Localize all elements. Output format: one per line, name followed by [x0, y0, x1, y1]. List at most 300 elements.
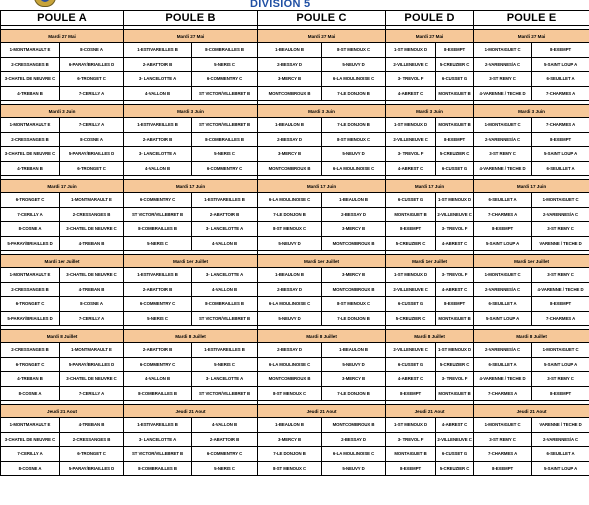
- home-team: 5-NEUVY D: [258, 236, 322, 251]
- home-team: 1-ESTIVAREILLES B: [124, 43, 192, 58]
- home-team: 3-ST REMY C: [474, 147, 532, 162]
- away-team: 5-CREUZIER C: [436, 461, 474, 476]
- away-team: 8-COMBRAILLES B: [192, 43, 258, 58]
- away-team: 1-ESTIVAREILLES B: [192, 193, 258, 208]
- away-team: 4-TREBAN B: [60, 236, 124, 251]
- away-team: 1-MONTMARAULT E: [60, 193, 124, 208]
- home-team: 5-SAINT LOUP A: [474, 311, 532, 326]
- away-team: 8-EXEMPT: [532, 297, 589, 312]
- home-team: 2-VILLENEUVE C: [386, 132, 436, 147]
- away-team: 2-BESSAY D: [322, 432, 386, 447]
- match-row: [1, 372, 589, 387]
- away-team: 5-PARAY/BRIAILLES D: [60, 461, 124, 476]
- away-team: 8-EXEMPT: [532, 132, 589, 147]
- home-team: 7-CERILLY A: [1, 447, 60, 462]
- away-team: 5-NEUVY D: [322, 147, 386, 162]
- home-team: 8-EXEMPT: [474, 461, 532, 476]
- away-team: 8-EXEMPT: [436, 132, 474, 147]
- match-row: [1, 268, 589, 283]
- away-team: 4-VALLON B: [192, 282, 258, 297]
- home-team: 1-BEAULON B: [258, 43, 322, 58]
- match-row: [1, 386, 589, 401]
- away-team: 6-TRONGET C: [60, 72, 124, 87]
- home-team: 8-COSNE A: [1, 461, 60, 476]
- home-team: 3- LANCELOTTE A: [124, 72, 192, 87]
- home-team: 4-ABREST C: [386, 372, 436, 387]
- round-date: Mardi 27 Mai: [1, 30, 124, 43]
- away-team: 5-CREUZIER C: [436, 357, 474, 372]
- home-team: 1-MONTAIGUET C: [474, 118, 532, 133]
- home-team: 7-CERILLY A: [1, 207, 60, 222]
- home-team: 4-ABREST C: [386, 161, 436, 176]
- away-team: 7-CERILLY A: [60, 86, 124, 101]
- away-team: 6-CUSSET G: [436, 161, 474, 176]
- home-team: 1-ST MENOUX D: [386, 268, 436, 283]
- away-team: 3- TREVOL F: [436, 222, 474, 237]
- home-team: 7-CHARMES A: [474, 447, 532, 462]
- match-row: [1, 222, 589, 237]
- away-team: ST VICTOR/VILLEBRET B: [192, 118, 258, 133]
- round-date: Mardi 1er Juillet: [258, 255, 386, 268]
- home-team: 3- LANCELOTTE A: [124, 147, 192, 162]
- away-team: 5-NERIS C: [192, 147, 258, 162]
- away-team: 4-TREBAN B: [60, 282, 124, 297]
- away-team: 7-CERILLY A: [60, 118, 124, 133]
- away-team: 3-CHATEL DE NEUVRE C: [60, 222, 124, 237]
- away-team: MONTAIGUET B: [436, 386, 474, 401]
- poule-title: POULE B: [124, 11, 258, 26]
- away-team: 8-ST MENOUX C: [322, 132, 386, 147]
- home-team: 5-CREUZIER C: [386, 236, 436, 251]
- home-team: 4-TREBAN B: [1, 86, 60, 101]
- home-team: 8-COSNE A: [1, 222, 60, 237]
- away-team: 5-CREUZIER C: [436, 147, 474, 162]
- away-team: 3- LANCELOTTE A: [192, 372, 258, 387]
- home-team: 6-TRONGET C: [1, 193, 60, 208]
- away-team: 5-NEUVY D: [322, 357, 386, 372]
- home-team: 3-CHATEL DE NEUVRE C: [1, 72, 60, 87]
- home-team: 7-LE DONJON B: [258, 447, 322, 462]
- away-team: 6-SEUILLET A: [532, 447, 589, 462]
- home-team: 2-BESSAY D: [258, 132, 322, 147]
- home-team: 5-NERIS C: [124, 311, 192, 326]
- round-date: Jeudi 21 Aout: [386, 405, 474, 418]
- away-team: 2-VARENNES/A C: [532, 432, 589, 447]
- match-row: [1, 297, 589, 312]
- away-team: 2-VILLENEUVE C: [436, 432, 474, 447]
- home-team: 6-TRONGET C: [1, 357, 60, 372]
- away-team: 6-SEUILLET A: [532, 161, 589, 176]
- away-team: 2-ABATTOIR B: [192, 432, 258, 447]
- away-team: 7-CERILLY A: [60, 311, 124, 326]
- away-team: 7-LE DONJON B: [322, 86, 386, 101]
- round-date: Mardi 27 Mai: [474, 30, 589, 43]
- round-date: Jeudi 21 Aout: [258, 405, 386, 418]
- match-row: [1, 57, 589, 72]
- away-team: 6-CUSSET G: [436, 72, 474, 87]
- home-team: 3- LANCELOTTE A: [124, 432, 192, 447]
- away-team: 1-MONTMARAULT E: [60, 343, 124, 358]
- round-date: Mardi 17 Juin: [124, 180, 258, 193]
- home-team: 3-MERCY B: [258, 72, 322, 87]
- away-team: ST VICTOR/VILLEBRET B: [192, 386, 258, 401]
- round-date: Mardi 3 Juin: [386, 105, 474, 118]
- away-team: 3-CHATEL DE NEUVRE C: [60, 372, 124, 387]
- away-team: MONTAIGUET B: [436, 118, 474, 133]
- home-team: 6-COMMENTRY C: [124, 193, 192, 208]
- home-team: 4-VALLON B: [124, 86, 192, 101]
- home-team: 2-VARENNES/A C: [474, 282, 532, 297]
- away-team: 5-NEUVY D: [322, 461, 386, 476]
- away-team: 7-LE DONJON B: [322, 118, 386, 133]
- match-row: [1, 86, 589, 101]
- away-team: 8-COSNE A: [60, 132, 124, 147]
- away-team: 3-ST REMY C: [532, 222, 589, 237]
- match-row: [1, 161, 589, 176]
- home-team: 5-PARAY/BRIAILLES D: [1, 311, 60, 326]
- away-team: 3-ST REMY C: [532, 372, 589, 387]
- match-row: [1, 418, 589, 433]
- away-team: 3-ST REMY C: [532, 268, 589, 283]
- round-date-row: [1, 330, 589, 343]
- round-date-row: [1, 180, 589, 193]
- away-team: ST VICTOR/VILLEBRET B: [192, 86, 258, 101]
- home-team: 4-VARENNE / TECHE D: [474, 86, 532, 101]
- round-date-row: [1, 30, 589, 43]
- home-team: 8-EXEMPT: [386, 386, 436, 401]
- home-team: MONTCOMBROUX B: [258, 372, 322, 387]
- away-team: 3- TREVOL F: [436, 268, 474, 283]
- away-team: 4-TREBAN B: [60, 418, 124, 433]
- away-team: 3-CHATEL DE NEUVRE C: [60, 268, 124, 283]
- match-row: [1, 147, 589, 162]
- away-team: MONTAIGUET B: [436, 86, 474, 101]
- home-team: 1-MONTMARAULT E: [1, 268, 60, 283]
- home-team: 8-ST MENOUX C: [258, 222, 322, 237]
- poule-title: POULE C: [258, 11, 386, 26]
- away-team: 1-BEAULON B: [322, 343, 386, 358]
- home-team: 3- TREVOL F: [386, 147, 436, 162]
- round-date: Mardi 3 Juin: [124, 105, 258, 118]
- home-team: 3- TREVOL F: [386, 72, 436, 87]
- match-row: [1, 118, 589, 133]
- home-team: 2-BESSAY D: [258, 282, 322, 297]
- home-team: 5-NEUVY D: [258, 311, 322, 326]
- poule-title: POULE E: [474, 11, 589, 26]
- home-team: 4-VARENNE / TECHE D: [474, 161, 532, 176]
- away-team: 6-TRONGET C: [60, 447, 124, 462]
- away-team: 8-EXEMPT: [532, 386, 589, 401]
- home-team: 1-MONTAIGUET C: [474, 268, 532, 283]
- home-team: 2-VILLENEUVE C: [386, 57, 436, 72]
- home-team: 8-ST MENOUX C: [258, 386, 322, 401]
- away-team: 1-ST MENOUX D: [436, 343, 474, 358]
- home-team: 3-ST REMY C: [474, 72, 532, 87]
- home-team: 1-BEAULON B: [258, 418, 322, 433]
- away-team: 8-ST MENOUX C: [322, 43, 386, 58]
- away-team: 6-COMMENTRY C: [192, 447, 258, 462]
- home-team: 5-CREUZIER C: [386, 311, 436, 326]
- home-team: 6-COMMENTRY C: [124, 297, 192, 312]
- home-team: 2-VILLENEUVE C: [386, 282, 436, 297]
- division-title: DIVISION 5: [250, 0, 311, 10]
- home-team: 8-EXEMPT: [386, 222, 436, 237]
- away-team: 6-LA MOULINOISE C: [322, 161, 386, 176]
- round-date: Mardi 8 Juillet: [1, 330, 124, 343]
- home-team: 2-ABATTOIR B: [124, 57, 192, 72]
- home-team: 2-VARENNES/A C: [474, 132, 532, 147]
- home-team: 4-VALLON B: [124, 161, 192, 176]
- away-team: 7-LE DONJON B: [322, 311, 386, 326]
- round-date: Mardi 17 Juin: [1, 180, 124, 193]
- away-team: 8-COSNE A: [60, 297, 124, 312]
- home-team: 3-MERCY B: [258, 147, 322, 162]
- match-row: [1, 343, 589, 358]
- round-date: Mardi 3 Juin: [474, 105, 589, 118]
- home-team: MONTAIGUET B: [386, 207, 436, 222]
- home-team: 1-ST MENOUX D: [386, 118, 436, 133]
- home-team: 6-LA MOULINOISE C: [258, 357, 322, 372]
- home-team: 1-MONTAIGUET C: [474, 418, 532, 433]
- home-team: 4-TREBAN B: [1, 372, 60, 387]
- match-row: [1, 447, 589, 462]
- away-team: ST VICTOR/VILLEBRET B: [192, 311, 258, 326]
- away-team: 6-COMMENTRY C: [192, 72, 258, 87]
- home-team: 4-VALLON B: [124, 372, 192, 387]
- away-team: 3- LANCELOTTE A: [192, 222, 258, 237]
- away-team: 8-COMBRAILLES B: [192, 132, 258, 147]
- round-date: Jeudi 21 Aout: [474, 405, 589, 418]
- away-team: 4-ABREST C: [436, 282, 474, 297]
- away-team: 7-LE DONJON B: [322, 386, 386, 401]
- home-team: 5-NERIS C: [124, 236, 192, 251]
- home-team: MONTAIGUET B: [386, 447, 436, 462]
- home-team: 1-ESTIVAREILLES B: [124, 268, 192, 283]
- away-team: 1-BEAULON B: [322, 193, 386, 208]
- away-team: 5-SAINT LOUP A: [532, 147, 589, 162]
- home-team: 7-CHARMES A: [474, 386, 532, 401]
- away-team: MONTCOMBROUX B: [322, 236, 386, 251]
- away-team: MONTCOMBROUX B: [322, 282, 386, 297]
- home-team: 6-LA MOULINOISE C: [258, 297, 322, 312]
- away-team: MONTCOMBROUX B: [322, 418, 386, 433]
- round-date: Mardi 1er Juillet: [1, 255, 124, 268]
- away-team: 1-ESTIVAREILLES B: [192, 343, 258, 358]
- home-team: 2-BESSAY D: [258, 57, 322, 72]
- home-team: MONTCOMBROUX B: [258, 86, 322, 101]
- away-team: MONTAIGUET B: [436, 311, 474, 326]
- away-team: 7-CERILLY A: [60, 386, 124, 401]
- away-team: 2-CRESSANGES B: [60, 432, 124, 447]
- home-team: 5-PARAY/BRIAILLES D: [1, 236, 60, 251]
- round-date: Mardi 1er Juillet: [124, 255, 258, 268]
- home-team: 5-SAINT LOUP A: [474, 236, 532, 251]
- away-team: 8-ST MENOUX C: [322, 297, 386, 312]
- home-team: 1-MONTMARAULT E: [1, 118, 60, 133]
- home-team: 1-ESTIVAREILLES B: [124, 118, 192, 133]
- round-date: Mardi 27 Mai: [124, 30, 258, 43]
- round-date: Mardi 8 Juillet: [124, 330, 258, 343]
- away-team: 6-TRONGET C: [60, 161, 124, 176]
- match-row: [1, 193, 589, 208]
- poule-header-row: [1, 11, 589, 26]
- home-team: 6-SEUILLET A: [474, 357, 532, 372]
- home-team: 3-CHATEL DE NEUVRE C: [1, 147, 60, 162]
- away-team: 6-LA MOULINOISE C: [322, 447, 386, 462]
- home-team: 4-VARENNE / TECHE D: [474, 372, 532, 387]
- poule-title: POULE D: [386, 11, 474, 26]
- round-date-row: [1, 105, 589, 118]
- round-date: Mardi 8 Juillet: [258, 330, 386, 343]
- home-team: 2-CRESSANGES B: [1, 132, 60, 147]
- away-team: 4-VALLON B: [192, 236, 258, 251]
- away-team: 8-EXEMPT: [532, 43, 589, 58]
- away-team: 3-MERCY B: [322, 222, 386, 237]
- home-team: 6-SEUILLET A: [474, 297, 532, 312]
- match-row: [1, 282, 589, 297]
- league-logo-icon: [34, 0, 56, 7]
- match-row: [1, 357, 589, 372]
- away-team: 8-EXEMPT: [436, 297, 474, 312]
- home-team: ST VICTOR/VILLEBRET B: [124, 207, 192, 222]
- away-team: 5-NEUVY D: [322, 57, 386, 72]
- home-team: 2-VARENNES/A C: [474, 57, 532, 72]
- home-team: 7-LE DONJON B: [258, 207, 322, 222]
- match-row: [1, 311, 589, 326]
- away-team: 5-CREUZIER C: [436, 57, 474, 72]
- home-team: 7-CHARMES A: [474, 207, 532, 222]
- away-team: 2-VARENNES/A C: [532, 207, 589, 222]
- home-team: 1-ST MENOUX D: [386, 43, 436, 58]
- home-team: 1-ESTIVAREILLES B: [124, 418, 192, 433]
- home-team: 2-VILLENEUVE C: [386, 343, 436, 358]
- round-date: Jeudi 21 Aout: [1, 405, 124, 418]
- away-team: 3- TREVOL F: [436, 372, 474, 387]
- round-date: Mardi 3 Juin: [258, 105, 386, 118]
- round-date: Mardi 8 Juillet: [474, 330, 589, 343]
- home-team: 3-CHATEL DE NEUVRE C: [1, 432, 60, 447]
- away-team: 2-ABATTOIR B: [192, 207, 258, 222]
- away-team: 4-VALLON B: [192, 418, 258, 433]
- away-team: VARENNE / TECHE D: [532, 418, 589, 433]
- away-team: 5-PARAY/BRIAILLES D: [60, 357, 124, 372]
- away-team: 3- LANCELOTTE A: [192, 268, 258, 283]
- home-team: 6-COMMENTRY C: [124, 357, 192, 372]
- home-team: 8-ST MENOUX C: [258, 461, 322, 476]
- match-row: [1, 72, 589, 87]
- home-team: 1-MONTMARAULT E: [1, 418, 60, 433]
- home-team: 1-MONTAIGUET C: [474, 43, 532, 58]
- home-team: 8-COMBRAILLES B: [124, 386, 192, 401]
- home-team: 6-SEUILLET A: [474, 193, 532, 208]
- home-team: 4-TREBAN B: [1, 161, 60, 176]
- home-team: 8-COMBRAILLES B: [124, 461, 192, 476]
- home-team: 2-CRESSANGES B: [1, 282, 60, 297]
- away-team: 5-SAINT LOUP A: [532, 461, 589, 476]
- round-date-row: [1, 405, 589, 418]
- home-team: 2-CRESSANGES B: [1, 343, 60, 358]
- away-team: 4-ABREST C: [436, 236, 474, 251]
- away-team: 5-SAINT LOUP A: [532, 57, 589, 72]
- away-team: 7-CHARMES A: [532, 118, 589, 133]
- round-date-row: [1, 255, 589, 268]
- away-team: 4-VARENNE / TECHE D: [532, 282, 589, 297]
- home-team: 2-BESSAY D: [258, 343, 322, 358]
- home-team: 2-ABATTOIR B: [124, 343, 192, 358]
- away-team: 7-CHARMES A: [532, 311, 589, 326]
- away-team: 5-PARAY/BRIAILLES D: [60, 147, 124, 162]
- home-team: 6-CUSSET G: [386, 193, 436, 208]
- home-team: 1-BEAULON B: [258, 118, 322, 133]
- away-team: 2-BESSAY D: [322, 207, 386, 222]
- home-team: 2-ABATTOIR B: [124, 132, 192, 147]
- away-team: 6-COMMENTRY C: [192, 161, 258, 176]
- home-team: 6-LA MOULINOISE C: [258, 193, 322, 208]
- home-team: 6-CUSSET G: [386, 297, 436, 312]
- away-team: 5-NERIS C: [192, 57, 258, 72]
- home-team: 8-EXEMPT: [474, 222, 532, 237]
- away-team: 2-CRESSANGES B: [60, 207, 124, 222]
- round-date: Mardi 1er Juillet: [386, 255, 474, 268]
- away-team: 6-CUSSET G: [436, 447, 474, 462]
- match-row: [1, 432, 589, 447]
- round-date: Mardi 17 Juin: [474, 180, 589, 193]
- home-team: 1-BEAULON B: [258, 268, 322, 283]
- round-date: Mardi 1er Juillet: [474, 255, 589, 268]
- home-team: ST VICTOR/VILLEBRET B: [124, 447, 192, 462]
- match-row: [1, 236, 589, 251]
- home-team: 2-ABATTOIR B: [124, 282, 192, 297]
- away-team: 2-VILLENEUVE C: [436, 207, 474, 222]
- match-row: [1, 461, 589, 476]
- home-team: 8-COSNE A: [1, 386, 60, 401]
- home-team: 6-TRONGET C: [1, 297, 60, 312]
- round-date: Mardi 17 Juin: [258, 180, 386, 193]
- match-row: [1, 132, 589, 147]
- away-team: 1-ST MENOUX D: [436, 193, 474, 208]
- home-team: 1-ST MENOUX D: [386, 418, 436, 433]
- away-team: 4-ABREST C: [436, 418, 474, 433]
- away-team: VARENNE / TECHE D: [532, 236, 589, 251]
- home-team: 1-MONTMARAULT E: [1, 43, 60, 58]
- home-team: 2-CRESSANGES B: [1, 57, 60, 72]
- round-date: Jeudi 21 Aout: [124, 405, 258, 418]
- away-team: 8-COMBRAILLES B: [192, 297, 258, 312]
- home-team: 6-CUSSET G: [386, 357, 436, 372]
- round-date: Mardi 17 Juin: [386, 180, 474, 193]
- away-team: 5-NERIS C: [192, 357, 258, 372]
- home-team: 4-ABREST C: [386, 86, 436, 101]
- round-date: Mardi 3 Juin: [1, 105, 124, 118]
- poule-title: POULE A: [1, 11, 124, 26]
- away-team: 6-PARAY/BRIAILLES D: [60, 57, 124, 72]
- away-team: 3-MERCY B: [322, 372, 386, 387]
- away-team: 1-MONTAIGUET C: [532, 343, 589, 358]
- round-date: Mardi 27 Mai: [258, 30, 386, 43]
- round-date: Mardi 8 Juillet: [386, 330, 474, 343]
- away-team: 6-SEUILLET A: [532, 72, 589, 87]
- schedule-table: [0, 10, 589, 476]
- away-team: 8-EXEMPT: [436, 43, 474, 58]
- away-team: 1-MONTAIGUET C: [532, 193, 589, 208]
- away-team: 6-LA MOULINOISE C: [322, 72, 386, 87]
- home-team: 3- TREVOL F: [386, 432, 436, 447]
- away-team: 5-NERIS C: [192, 461, 258, 476]
- away-team: 7-CHARMES A: [532, 86, 589, 101]
- away-team: 5-SAINT LOUP A: [532, 357, 589, 372]
- round-date: Mardi 27 Mai: [386, 30, 474, 43]
- away-team: 8-COSNE A: [60, 43, 124, 58]
